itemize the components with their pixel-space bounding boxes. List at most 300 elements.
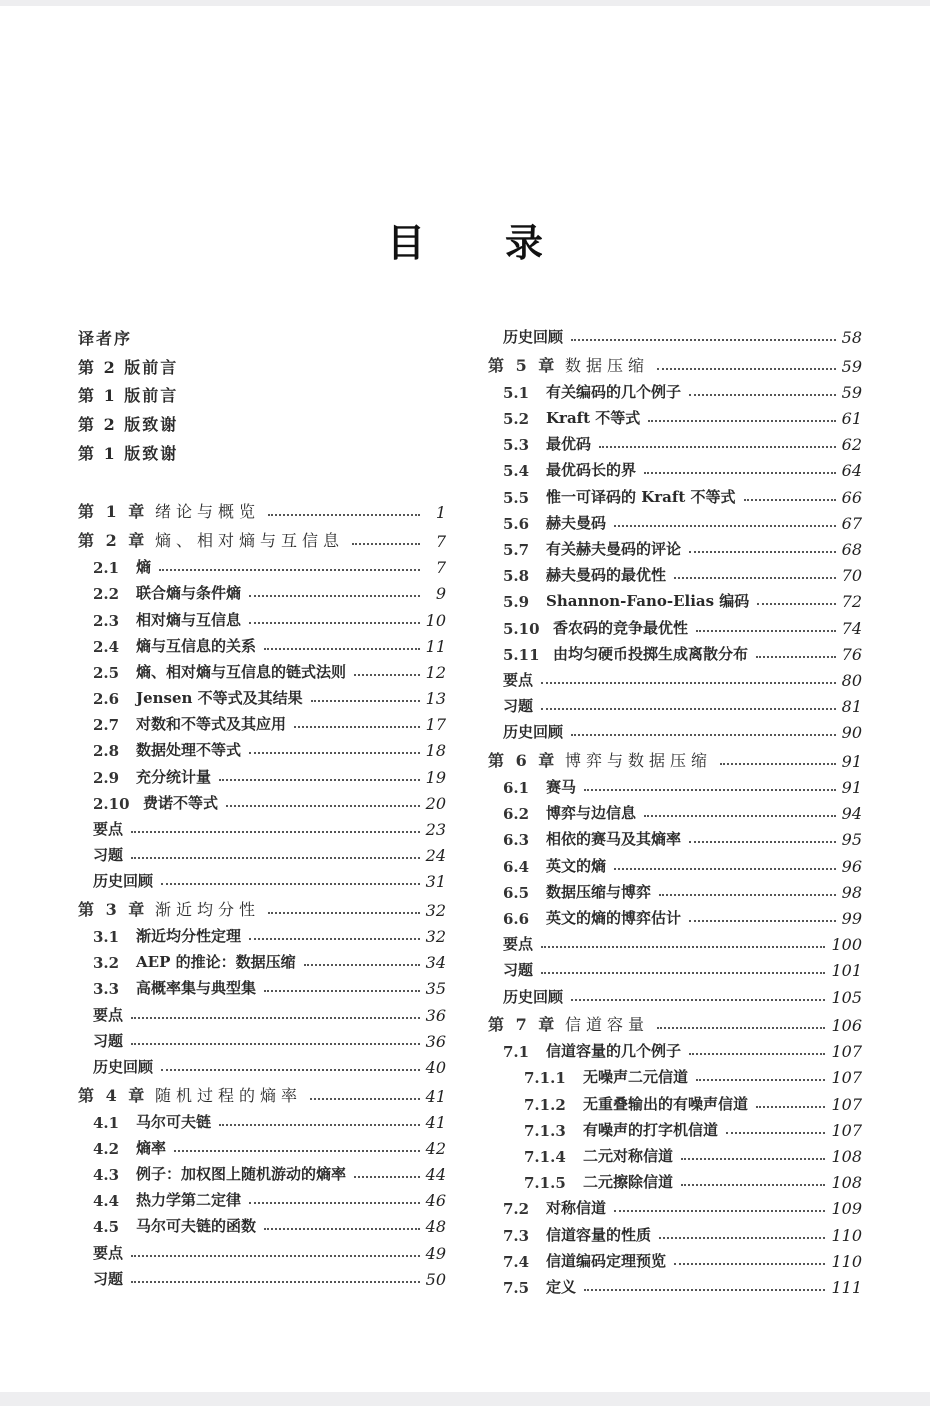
entry-number: 4.1 xyxy=(93,1113,120,1132)
entry-title: 熵 xyxy=(136,558,152,577)
toc-entry[interactable] xyxy=(488,638,862,664)
toc-entry[interactable] xyxy=(78,998,446,1024)
entry-title: 习题 xyxy=(93,846,124,865)
entry-number: 5.10 xyxy=(503,619,540,638)
page-number: 13 xyxy=(425,689,446,709)
toc-entry[interactable] xyxy=(488,321,862,347)
toc-entry[interactable] xyxy=(78,920,446,946)
entry-number: 第 7 章 xyxy=(488,1015,558,1034)
dot-leader xyxy=(541,708,836,710)
entry-title: 无噪声二元信道 xyxy=(583,1068,689,1087)
entry-number: 7.1.1 xyxy=(524,1069,566,1088)
page-number: 20 xyxy=(425,793,446,813)
page-number: 91 xyxy=(841,751,862,771)
entry-title: Shannon-Fano-Elias 编码 xyxy=(546,592,750,611)
entry-title: 香农码的竞争最优性 xyxy=(553,618,689,637)
entry-title: 联合熵与条件熵 xyxy=(136,584,242,603)
page-number: 68 xyxy=(841,540,862,559)
page-number: 42 xyxy=(425,1138,446,1158)
dot-leader xyxy=(614,1210,825,1212)
entry-number: 4.5 xyxy=(93,1218,120,1237)
entry-title: 习题 xyxy=(93,1269,124,1288)
dot-leader xyxy=(174,1150,420,1152)
page-number: 80 xyxy=(841,670,862,690)
toc-entry[interactable] xyxy=(78,972,446,998)
dot-leader xyxy=(614,525,836,527)
entry-title: 译者序 xyxy=(78,328,133,348)
dot-leader xyxy=(674,1263,825,1265)
entry-number: 4.2 xyxy=(93,1139,120,1158)
entry-title: 信道容量的性质 xyxy=(546,1225,652,1244)
dot-leader xyxy=(310,1098,420,1100)
page-number: 24 xyxy=(425,846,446,866)
toc-entry[interactable] xyxy=(78,708,446,734)
page-number: 19 xyxy=(425,767,446,787)
dot-leader xyxy=(249,1202,420,1204)
entry-number: 3.3 xyxy=(93,980,120,999)
toc-entry[interactable] xyxy=(78,1106,446,1132)
toc-entry[interactable] xyxy=(488,1114,862,1140)
dot-leader xyxy=(571,734,836,736)
entry-number: 6.1 xyxy=(503,779,530,797)
entry-number: 4.3 xyxy=(93,1166,120,1185)
toc-entry[interactable] xyxy=(488,716,862,742)
page-number: 23 xyxy=(425,820,446,840)
entry-title: Jensen 不等式及其结果 xyxy=(136,689,303,708)
toc-entry[interactable] xyxy=(78,1051,446,1077)
entry-number: 7.5 xyxy=(503,1278,530,1297)
page-number: 36 xyxy=(425,1005,446,1025)
toc-entry[interactable] xyxy=(488,1245,862,1271)
toc-entry[interactable] xyxy=(78,656,446,682)
entry-number: 3.2 xyxy=(93,954,120,973)
toc-entry[interactable] xyxy=(78,682,446,708)
toc-entry[interactable] xyxy=(78,946,446,972)
entry-number: 7.2 xyxy=(503,1200,530,1219)
toc-entry[interactable] xyxy=(488,1218,862,1244)
toc-entry[interactable] xyxy=(488,1007,862,1036)
entry-title: 第 1 版前言 xyxy=(78,386,179,406)
page-number: 81 xyxy=(841,697,862,717)
dot-leader xyxy=(311,700,420,702)
toc-entry[interactable] xyxy=(488,1271,862,1297)
page-number: 17 xyxy=(425,715,446,735)
entry-title: 熵率 xyxy=(136,1138,167,1157)
entry-number: 5.7 xyxy=(503,541,530,559)
dot-leader xyxy=(268,514,420,516)
toc-entry[interactable] xyxy=(488,480,862,506)
entry-number: 5.6 xyxy=(503,514,530,533)
page-number: 107 xyxy=(831,1042,862,1062)
toc-entry[interactable] xyxy=(78,839,446,865)
dot-leader xyxy=(599,446,836,448)
dot-leader xyxy=(696,1079,825,1081)
page-number: 76 xyxy=(841,644,862,664)
entry-title: 英文的熵 xyxy=(546,856,607,875)
page-number: 109 xyxy=(831,1199,862,1219)
entry-title: 熵、相对熵与互信息的链式法则 xyxy=(136,662,347,681)
entry-number: 第 6 章 xyxy=(488,750,558,770)
entry-number: 7.4 xyxy=(503,1252,530,1271)
toc-entry[interactable] xyxy=(78,522,446,551)
entry-title: 对数和不等式及其应用 xyxy=(136,715,287,734)
toc-entry[interactable] xyxy=(488,690,862,716)
dot-leader xyxy=(219,1124,420,1126)
dot-leader xyxy=(571,339,836,341)
toc-entry[interactable] xyxy=(488,507,862,533)
toc-entry[interactable] xyxy=(78,891,446,920)
dot-leader xyxy=(354,674,420,676)
entry-title: 随机过程的熵率 xyxy=(155,1085,303,1105)
toc-entry[interactable] xyxy=(488,742,862,771)
entry-title: 熵与互信息的关系 xyxy=(136,636,257,655)
entry-title: 历史回顾 xyxy=(503,328,564,347)
entry-title: 有关赫夫曼码的评论 xyxy=(546,540,682,558)
toc-left-column xyxy=(78,320,446,1289)
toc-entry[interactable] xyxy=(488,823,862,849)
entry-title: 有噪声的打字机信道 xyxy=(583,1120,719,1139)
dot-leader xyxy=(161,883,420,885)
entry-title: 定义 xyxy=(546,1277,577,1296)
entry-number: 第 3 章 xyxy=(78,899,148,919)
dot-leader xyxy=(681,1158,825,1160)
page-number: 70 xyxy=(841,566,862,586)
page-number: 105 xyxy=(831,987,862,1007)
entry-number: 5.2 xyxy=(503,410,530,429)
toc-entry[interactable] xyxy=(78,494,446,523)
entry-number: 4.4 xyxy=(93,1192,120,1211)
page-number: 50 xyxy=(425,1269,446,1289)
toc-entry[interactable] xyxy=(78,435,446,464)
entry-title: 渐近均分性 xyxy=(155,899,261,919)
dot-leader xyxy=(131,857,420,859)
toc-entry[interactable] xyxy=(78,320,446,349)
dot-leader xyxy=(226,805,420,807)
toc-entry[interactable] xyxy=(78,1236,446,1262)
toc-entry[interactable] xyxy=(488,454,862,480)
entry-title: 第 2 版前言 xyxy=(78,357,179,377)
dot-leader xyxy=(354,1176,420,1178)
toc-entry[interactable] xyxy=(78,603,446,629)
entry-number: 2.5 xyxy=(93,663,120,682)
page-number: 1 xyxy=(435,503,446,523)
entry-title: 相依的赛马及其熵率 xyxy=(546,830,682,849)
toc-entry[interactable] xyxy=(78,865,446,891)
page-number: 58 xyxy=(841,328,862,348)
toc-entry[interactable] xyxy=(488,1140,862,1166)
entry-number: 第 4 章 xyxy=(78,1085,148,1105)
page-number: 108 xyxy=(831,1146,862,1166)
toc-entry[interactable] xyxy=(78,1132,446,1158)
entry-title: 历史回顾 xyxy=(503,723,564,742)
entry-number: 5.3 xyxy=(503,436,530,455)
dot-leader xyxy=(264,648,420,650)
entry-title: 数据压缩与博弈 xyxy=(546,882,652,901)
entry-title: 高概率集与典型集 xyxy=(136,979,257,998)
dot-leader xyxy=(674,577,836,579)
dot-leader xyxy=(268,912,420,914)
dot-leader xyxy=(249,752,420,754)
dot-leader xyxy=(657,368,836,370)
dot-leader xyxy=(657,1027,825,1029)
page-number: 66 xyxy=(841,487,862,507)
entry-title: 博弈与数据压缩 xyxy=(565,750,713,770)
entry-title: 无重叠输出的有噪声信道 xyxy=(583,1094,749,1113)
dot-leader xyxy=(131,1255,420,1257)
page-title: 目录 xyxy=(386,221,623,265)
dot-leader xyxy=(131,1017,420,1019)
dot-leader xyxy=(659,894,836,896)
entry-number: 第 1 章 xyxy=(78,502,148,522)
dot-leader xyxy=(131,1043,420,1045)
page-number: 59 xyxy=(841,382,862,402)
page-number: 100 xyxy=(831,935,862,955)
page-number: 59 xyxy=(841,356,862,376)
page-number: 9 xyxy=(435,584,446,604)
toc-entry[interactable] xyxy=(78,1025,446,1051)
entry-number: 2.4 xyxy=(93,637,120,656)
dot-leader xyxy=(249,595,420,597)
dot-leader xyxy=(757,603,835,605)
entry-title: Kraft 不等式 xyxy=(546,409,641,428)
toc-entry[interactable] xyxy=(78,1263,446,1289)
entry-number: 2.3 xyxy=(93,611,120,630)
toc-entry[interactable] xyxy=(488,1166,862,1192)
page-number: 32 xyxy=(425,927,446,947)
entry-title: 历史回顾 xyxy=(93,1058,154,1077)
page-number: 49 xyxy=(425,1243,446,1263)
dot-leader xyxy=(720,763,836,765)
toc-entry[interactable] xyxy=(488,928,862,954)
page-number: 94 xyxy=(841,804,862,824)
page-number: 46 xyxy=(425,1191,446,1211)
dot-leader xyxy=(756,656,836,658)
dot-leader xyxy=(249,938,420,940)
toc-entry[interactable] xyxy=(488,1192,862,1218)
toc-entry[interactable] xyxy=(488,771,862,797)
dot-leader xyxy=(689,841,836,843)
dot-leader xyxy=(131,1281,420,1283)
entry-title: 数据处理不等式 xyxy=(136,741,242,760)
entry-number: 7.1.3 xyxy=(524,1121,566,1140)
dot-leader xyxy=(689,394,836,396)
entry-number: 7.1 xyxy=(503,1043,530,1062)
toc-right-column xyxy=(488,321,862,1297)
toc-entry[interactable] xyxy=(488,849,862,875)
toc-entry[interactable] xyxy=(488,347,862,376)
toc-entry[interactable] xyxy=(488,611,862,637)
entry-number: 6.2 xyxy=(503,805,530,824)
entry-title: 博弈与边信息 xyxy=(546,804,637,823)
toc-entry[interactable] xyxy=(488,376,862,402)
entry-title: 历史回顾 xyxy=(503,987,564,1006)
dot-leader xyxy=(614,868,836,870)
page-number: 12 xyxy=(425,662,446,682)
dot-leader xyxy=(219,779,420,781)
dot-leader xyxy=(659,1237,825,1239)
page-number: 91 xyxy=(841,778,862,797)
dot-leader xyxy=(689,551,836,553)
entry-title: AEP 的推论：数据压缩 xyxy=(136,953,296,972)
entry-number: 第 2 章 xyxy=(78,530,148,550)
toc-entry[interactable] xyxy=(78,813,446,839)
entry-title: 二元对称信道 xyxy=(583,1146,674,1165)
page-number: 107 xyxy=(831,1094,862,1114)
entry-title: 赫夫曼码的最优性 xyxy=(546,566,667,585)
entry-number: 6.6 xyxy=(503,909,530,928)
entry-title: 要点 xyxy=(93,820,124,839)
entry-title: 绪论与概览 xyxy=(155,502,261,522)
entry-number: 第 5 章 xyxy=(488,355,558,375)
page-number: 111 xyxy=(831,1277,862,1297)
dot-leader xyxy=(161,1069,420,1071)
page-number: 10 xyxy=(425,610,446,630)
page-number: 64 xyxy=(841,461,862,481)
page-number: 90 xyxy=(841,723,862,743)
page-number: 107 xyxy=(831,1068,862,1088)
entry-number: 2.7 xyxy=(93,716,120,735)
dot-leader xyxy=(726,1132,825,1134)
toc-entry[interactable] xyxy=(78,406,446,435)
toc-entry[interactable] xyxy=(488,876,862,902)
toc-entry[interactable] xyxy=(488,954,862,980)
dot-leader xyxy=(264,990,420,992)
page-number: 72 xyxy=(841,592,862,612)
toc-entry[interactable] xyxy=(78,577,446,603)
page-number: 110 xyxy=(831,1251,862,1271)
toc-entry[interactable] xyxy=(78,349,446,378)
entry-title: 要点 xyxy=(503,670,534,689)
entry-title: 熵、相对熵与互信息 xyxy=(155,530,345,550)
entry-title: 信道容量的几个例子 xyxy=(546,1042,682,1061)
entry-number: 5.9 xyxy=(503,593,530,612)
entry-title: 要点 xyxy=(93,1005,124,1024)
toc-entry[interactable] xyxy=(488,1061,862,1087)
dot-leader xyxy=(696,630,836,632)
page-number: 98 xyxy=(841,882,862,902)
dot-leader xyxy=(159,569,420,571)
entry-number: 2.6 xyxy=(93,690,120,709)
entry-title: 习题 xyxy=(503,697,534,716)
page-number: 62 xyxy=(841,435,862,455)
dot-leader xyxy=(744,499,836,501)
entry-title: 第 1 版致谢 xyxy=(78,443,179,463)
toc-entry[interactable] xyxy=(488,585,862,611)
entry-title: 习题 xyxy=(503,961,534,980)
toc-entry[interactable] xyxy=(488,664,862,690)
dot-leader xyxy=(648,420,835,422)
dot-leader xyxy=(304,964,420,966)
page-number: 36 xyxy=(425,1031,446,1051)
toc-entry[interactable] xyxy=(488,1087,862,1113)
toc-entry[interactable] xyxy=(78,787,446,813)
entry-title: 相对熵与互信息 xyxy=(136,610,242,629)
page-number: 106 xyxy=(831,1016,862,1035)
entry-title: 要点 xyxy=(93,1243,124,1262)
entry-title: 马尔可夫链 xyxy=(136,1112,212,1131)
entry-title: 最优码 xyxy=(546,435,592,454)
page-number: 44 xyxy=(425,1165,446,1185)
entry-number: 7.3 xyxy=(503,1226,530,1245)
page-number: 41 xyxy=(425,1112,446,1132)
entry-title: 马尔可夫链的函数 xyxy=(136,1217,257,1236)
top-margin xyxy=(0,0,930,6)
dot-leader xyxy=(689,1053,825,1055)
entry-title: 充分统计量 xyxy=(136,767,212,786)
toc-entry[interactable] xyxy=(78,1184,446,1210)
page-number: 48 xyxy=(425,1217,446,1237)
entry-title: 最优码长的界 xyxy=(546,461,637,480)
dot-leader xyxy=(541,682,836,684)
page-number: 32 xyxy=(425,900,446,920)
entry-number: 2.9 xyxy=(93,768,120,787)
toc-entry[interactable] xyxy=(78,1158,446,1184)
dot-leader xyxy=(352,543,420,545)
toc-entry[interactable] xyxy=(488,797,862,823)
page-number: 67 xyxy=(841,513,862,533)
bottom-margin xyxy=(0,1392,930,1406)
entry-title: 赫夫曼码 xyxy=(546,513,607,532)
toc-entry[interactable] xyxy=(488,980,862,1006)
page-number: 18 xyxy=(425,741,446,761)
entry-number: 2.2 xyxy=(93,585,120,604)
dot-leader xyxy=(644,815,836,817)
toc-entry[interactable] xyxy=(488,902,862,928)
dot-leader xyxy=(571,999,825,1001)
entry-title: 要点 xyxy=(503,935,534,954)
entry-title: 惟一可译码的 Kraft 不等式 xyxy=(546,487,736,506)
toc-entry[interactable] xyxy=(488,559,862,585)
entry-title: 历史回顾 xyxy=(93,872,154,891)
entry-title: 费诺不等式 xyxy=(143,793,219,812)
toc-entry[interactable] xyxy=(488,402,862,428)
dot-leader xyxy=(584,789,836,791)
entry-title: 英文的熵的博弈估计 xyxy=(546,908,682,927)
dot-leader xyxy=(264,1228,420,1230)
toc-entry[interactable] xyxy=(78,1077,446,1106)
entry-title: 第 2 版致谢 xyxy=(78,415,179,435)
toc-entry[interactable] xyxy=(78,734,446,760)
toc-entry[interactable] xyxy=(78,630,446,656)
entry-number: 6.5 xyxy=(503,883,530,902)
page-number: 110 xyxy=(831,1225,862,1245)
dot-leader xyxy=(681,1184,825,1186)
entry-number: 2.8 xyxy=(93,742,120,761)
dot-leader xyxy=(249,622,420,624)
dot-leader xyxy=(756,1106,825,1108)
entry-number: 6.4 xyxy=(503,857,530,876)
toc-entry[interactable] xyxy=(78,551,446,577)
toc-entry[interactable] xyxy=(78,760,446,786)
page-number: 96 xyxy=(841,856,862,876)
dot-leader xyxy=(689,920,836,922)
entry-title: 数据压缩 xyxy=(565,355,650,375)
spacer xyxy=(78,464,446,494)
toc-entry[interactable] xyxy=(488,1035,862,1061)
toc-entry[interactable] xyxy=(488,533,862,559)
entry-title: 热力学第二定律 xyxy=(136,1191,242,1210)
toc-entry[interactable] xyxy=(78,1210,446,1236)
page-number: 35 xyxy=(425,979,446,999)
entry-title: 赛马 xyxy=(546,778,577,796)
page-number: 40 xyxy=(425,1058,446,1078)
page-number: 108 xyxy=(831,1173,862,1193)
entry-number: 2.1 xyxy=(93,559,120,578)
entry-title: 习题 xyxy=(93,1031,124,1050)
toc-entry[interactable] xyxy=(78,378,446,407)
entry-title: 信道编码定理预览 xyxy=(546,1251,667,1270)
toc-entry[interactable] xyxy=(488,428,862,454)
